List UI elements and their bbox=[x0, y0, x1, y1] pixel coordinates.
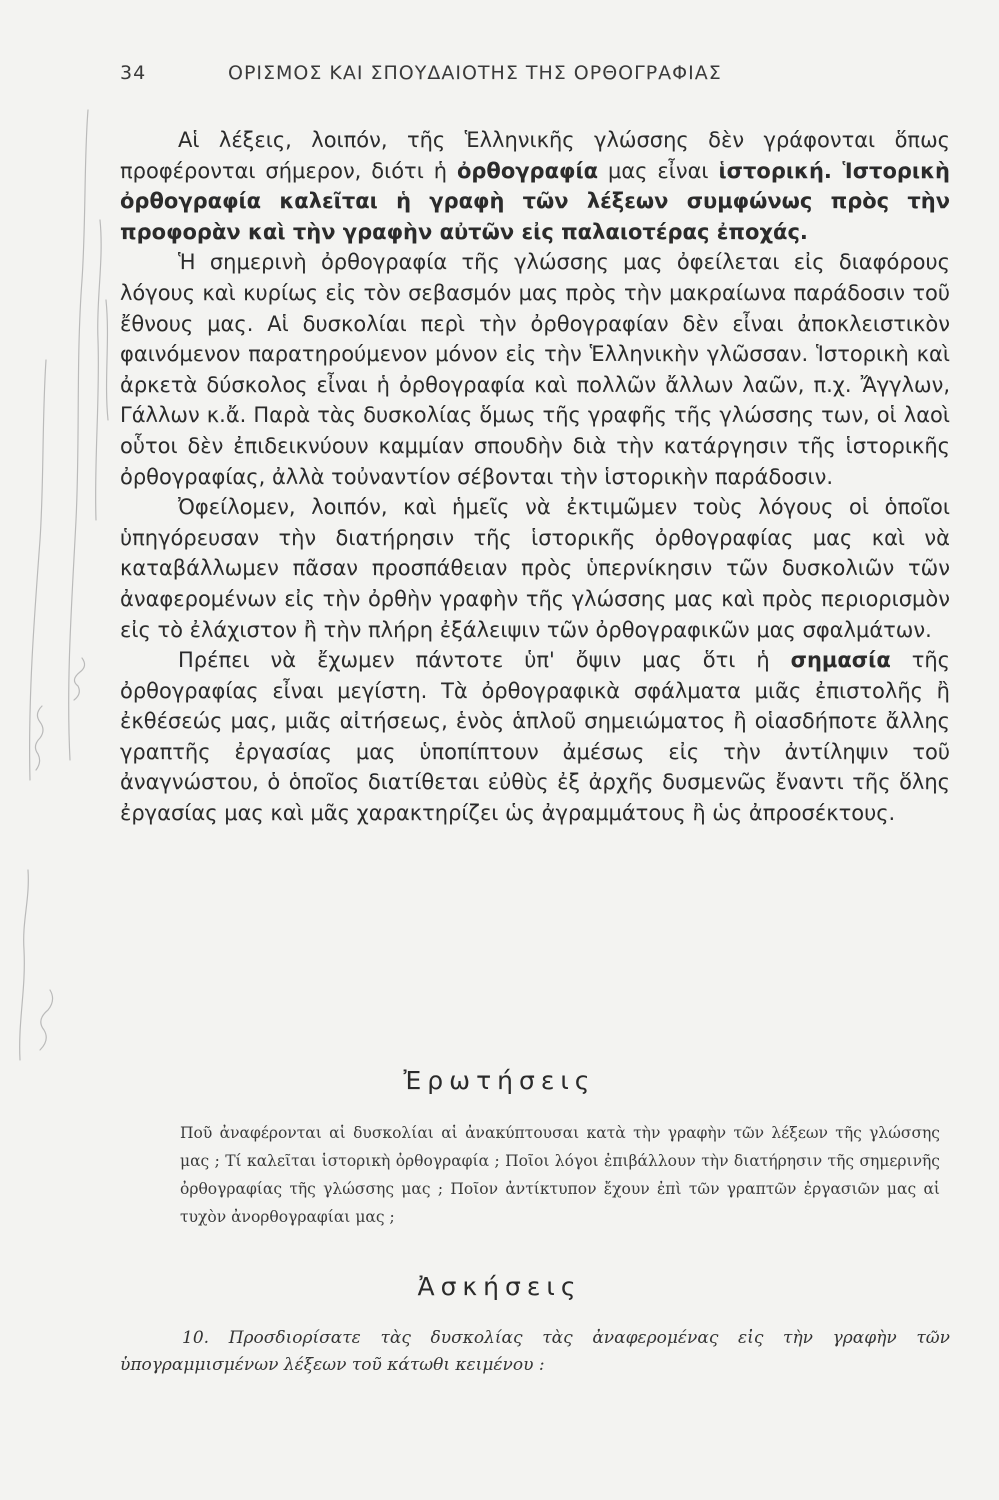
paragraph-4-emphasis-meaning: σημασία bbox=[790, 648, 891, 673]
running-title: ΟΡΙΣΜΟΣ ΚΑΙ ΣΠΟΥΔΑΙΟΤΗΣ ΤΗΣ ΟΡΘΟΓΡΑΦΙΑΣ bbox=[228, 62, 722, 84]
page-header bbox=[120, 62, 950, 92]
pencil-scribble-2 bbox=[35, 706, 43, 770]
pencil-scribble-1 bbox=[30, 360, 46, 780]
questions-heading: Ἐρωτήσεις bbox=[403, 1066, 596, 1095]
pencil-scribble-6 bbox=[20, 870, 29, 1060]
paragraph-4 bbox=[120, 645, 950, 829]
page-number: 34 bbox=[120, 62, 147, 84]
main-text bbox=[120, 125, 950, 829]
pencil-scribble-5 bbox=[96, 220, 102, 520]
paragraph-1-part-a: Αἱ λέξεις, λοιπόν, τῆς Ἑλληνικῆς γλώσσης δὲν γράφονται ὅπως προφέρονται σήμερον, διότι ἡ bbox=[120, 128, 950, 183]
pencil-scribble-3 bbox=[69, 110, 88, 760]
pencil-scribble-4 bbox=[74, 658, 85, 700]
paragraph-1-emphasis-definition: ἱστορική. Ἱστορικὴ ὀρθογραφία καλεῖται ἡ γραφὴ τῶν λέξεων συμφώνως πρὸς τὴν προφορὰν καὶ τὴν γραφὴν αὐτῶν εἰς παλαιοτέρας ἐποχάς. bbox=[120, 158, 950, 244]
paragraph-1-emphasis-orthography: ὀρθογραφία bbox=[456, 158, 599, 183]
exercise-10: 10. Προσδιορίσατε τὰς δυσκολίας τὰς ἀναφερομένας εἰς τὴν γραφὴν τῶν ὑπογραμμισμένων λέξεων τοῦ κάτωθι κειμένου : bbox=[120, 1328, 950, 1375]
paragraph-2: Ἡ σημερινὴ ὀρθογραφία τῆς γλώσσης μας ὀφείλεται εἰς διαφόρους λόγους καὶ κυρίως εἰς τὸν σεβασμόν μας πρὸς τὴν μακραίωνα παράδοσιν τοῦ ἔθνους μας. Αἱ δυσκολίαι περὶ τὴν ὀρθογραφίαν δὲν εἶναι ἀποκλειστικὸν φαινόμενον παρατηρούμενον μόνον εἰς τὴν Ἑλληνικὴν γλῶσσαν. Ἱστορικὴ καὶ ἀρκετὰ δύσκολος εἶναι ἡ ὀρθογραφία καὶ πολλῶν ἄλλων λαῶν, π.χ. Ἄγγλων, Γάλλων κ.ἄ. Παρὰ τὰς δυσκολίας ὅμως τῆς γραφῆς τῆς γλώσσης των, οἱ λαοὶ οὗτοι δὲν ἐπιδεικνύουν καμμίαν σπουδὴν διὰ τὴν κατάργησιν τῆς ἱστορικῆς ὀρθογραφίας, ἀλλὰ τοὐναντίον σέβονται τὴν ἱστορικὴν παράδοσιν. bbox=[120, 250, 950, 489]
paragraph-1-part-c: μας εἶναι bbox=[598, 158, 719, 183]
paragraph-3: Ὀφείλομεν, λοιπόν, καὶ ἡμεῖς νὰ ἐκτιμῶμεν τοὺς λόγους οἱ ὁποῖοι ὑπηγόρευσαν τὴν διατήρησιν τῆς ἱστορικῆς ὀρθογραφίας μας καὶ νὰ καταβάλλωμεν πᾶσαν προσπάθειαν πρὸς ὑπερνίκησιν τῶν δυσκολιῶν τῶν ἀναφερομένων εἰς τὴν ὀρθὴν γραφὴν τῆς γλώσσης μας καὶ πρὸς περιορισμὸν εἰς τὸ ἐλάχιστον ἢ τὴν πλήρη ἐξάλειψιν τῶν ὀρθογραφικῶν μας σφαλμάτων. bbox=[120, 495, 950, 642]
questions-text: Ποῦ ἀναφέρονται αἱ δυσκολίαι αἱ ἀνακύπτουσαι κατὰ τὴν γραφὴν τῶν λέξεων τῆς γλώσσης μας ; Τί καλεῖται ἱστορικὴ ὀρθογραφία ; Ποῖοι λόγοι ἐπιβάλλουν τὴν διατήρησιν τῆς σημερινῆς ὀρθογραφίας τῆς γλώσσης μας ; Ποῖον ἀντίκτυπον ἔχουν ἐπὶ τῶν γραπτῶν ἐργασιῶν μας αἱ τυχὸν ἀνορθογραφίαι μας ; bbox=[180, 1124, 940, 1226]
pencil-scribble-7 bbox=[40, 990, 53, 1050]
paragraph-1 bbox=[120, 125, 950, 247]
exercises-heading: Ἀσκήσεις bbox=[417, 1272, 582, 1301]
pencil-scribble-8 bbox=[106, 300, 108, 420]
paragraph-4-part-a: Πρέπει νὰ ἔχωμεν πάντοτε ὑπ' ὄψιν μας ὅτι ἡ bbox=[178, 648, 791, 673]
paragraph-4-part-c: τῆς ὀρθογραφίας εἶναι μεγίστη. Τὰ ὀρθογραφικὰ σφάλματα μιᾶς ἐπιστολῆς ἢ ἐκθέσεώς μας, μιᾶς αἰτήσεως, ἑνὸς ἁπλοῦ σημειώματος ἢ οἱασδήποτε ἄλλης γραπτῆς ἐργασίας μας ὑποπίπτουν ἀμέσως εἰς τὴν ἀντίληψιν τοῦ ἀναγνώστου, ὁ ὁποῖος διατίθεται εὐθὺς ἐξ ἀρχῆς δυσμενῶς ἔναντι τῆς ὅλης ἐργασίας μας καὶ μᾶς χαρακτηρίζει ὡς ἀγραμμάτους ἢ ὡς ἀπροσέκτους. bbox=[120, 648, 950, 826]
